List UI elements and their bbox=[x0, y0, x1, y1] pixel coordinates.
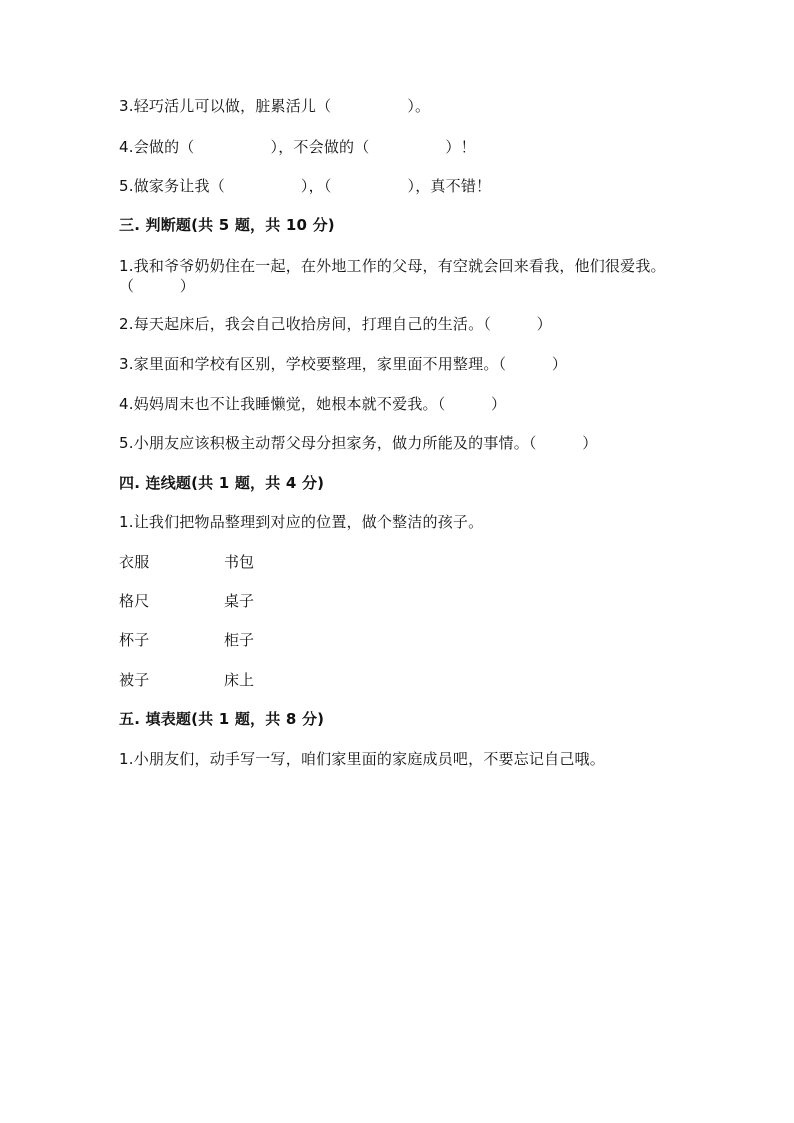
judge-question-2: 2.每天起床后，我会自己收拾房间，打理自己的生活。（ ） bbox=[119, 315, 552, 333]
table-question-1: 1.小朋友们，动手写一写，咱们家里面的家庭成员吧，不要忘记自己哦。 bbox=[119, 750, 605, 768]
judge-question-5: 5.小朋友应该积极主动帮父母分担家务，做力所能及的事情。（ ） bbox=[119, 434, 598, 452]
fill-blank-question-4: 4.会做的（ ），不会做的（ ）！ bbox=[119, 138, 476, 156]
section-5-heading: 五. 填表题(共 1 题，共 8 分) bbox=[119, 710, 325, 728]
judge-question-4: 4.妈妈周末也不让我睡懒觉，她根本就不爱我。（ ） bbox=[119, 395, 507, 413]
section-4-heading: 四. 连线题(共 1 题，共 4 分) bbox=[119, 474, 325, 492]
match-left-item: 格尺 bbox=[119, 592, 150, 610]
judge-question-1: 1.我和爷爷奶奶住在一起，在外地工作的父母，有空就会回来看我，他们很爱我。（ ） bbox=[119, 257, 666, 295]
match-left-item: 杯子 bbox=[119, 631, 150, 649]
section-3-heading: 三. 判断题(共 5 题，共 10 分) bbox=[119, 216, 335, 234]
match-right-item: 床上 bbox=[224, 671, 255, 689]
match-left-item: 衣服 bbox=[119, 553, 150, 571]
match-question-1: 1.让我们把物品整理到对应的位置，做个整洁的孩子。 bbox=[119, 513, 484, 531]
match-right-item: 柜子 bbox=[224, 631, 255, 649]
match-right-item: 桌子 bbox=[224, 592, 255, 610]
match-right-item: 书包 bbox=[224, 553, 255, 571]
judge-question-3: 3.家里面和学校有区别，学校要整理，家里面不用整理。（ ） bbox=[119, 355, 568, 373]
fill-blank-question-5: 5.做家务让我（ ），（ ），真不错！ bbox=[119, 177, 492, 195]
match-left-item: 被子 bbox=[119, 671, 150, 689]
fill-blank-question-3: 3.轻巧活儿可以做，脏累活儿（ ）。 bbox=[119, 97, 431, 115]
